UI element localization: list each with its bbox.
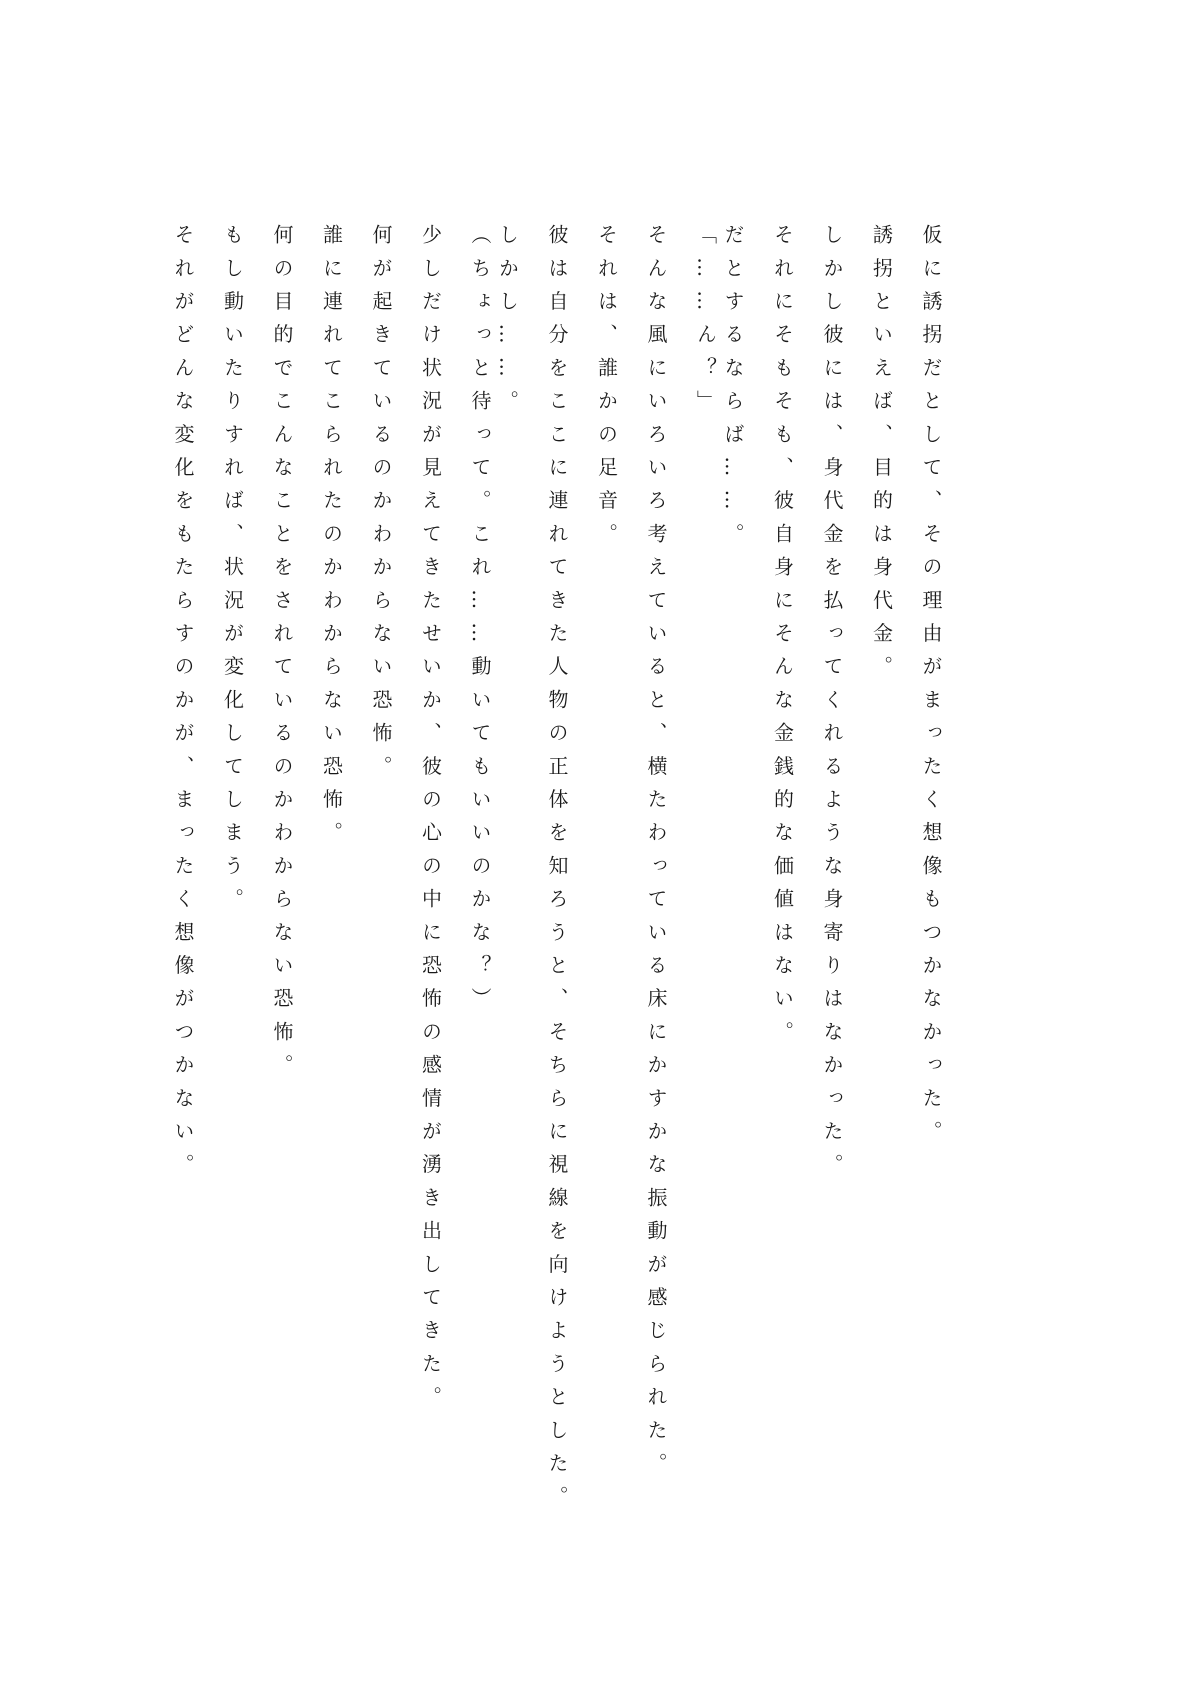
dialogue-line: 「……ん？」 — [693, 224, 718, 424]
text-line: 誘拐といえば、目的は身代金。 — [869, 224, 894, 689]
thought-line: （ちょっと待って。これ……動いてもいいのかな？） — [468, 224, 492, 1021]
text-line: 何が起きているのかわからない恐怖。 — [369, 224, 393, 789]
text-line: 彼は自分をここに連れてきた人物の正体を知ろうと、そちらに視線を向けようとした。 — [545, 224, 569, 1519]
text-line: それにそもそも、彼自身にそんな金銭的な価値はない。 — [770, 224, 795, 1054]
text-line: 誰に連れてこられたのかわからない恐怖。 — [319, 224, 344, 855]
text-line: しかし彼には、身代金を払ってくれるような身寄りはなかった。 — [820, 224, 844, 1187]
text-line: そんな風にいろいろ考えていると、横たわっている床にかすかな振動が感じられた。 — [644, 224, 668, 1486]
vertical-text-body — [158, 224, 956, 1524]
text-line: それは、誰かの足音。 — [594, 224, 619, 556]
text-line: しかし……。 — [495, 224, 520, 424]
text-line: それがどんな変化をもたらすのかが、まったく想像がつかない。 — [171, 224, 195, 1187]
text-line: 何の目的でこんなことをされているのかわからない恐怖。 — [270, 224, 294, 1088]
text-line: だとするならば……。 — [721, 224, 745, 556]
text-line: もし動いたりすれば、状況が変化してしまう。 — [220, 224, 245, 922]
text-line: 仮に誘拐だとして、その理由がまったく想像もつかなかった。 — [919, 224, 943, 1154]
text-line: 少しだけ状況が見えてきたせいか、彼の心の中に恐怖の感情が湧き出してきた。 — [418, 224, 443, 1420]
